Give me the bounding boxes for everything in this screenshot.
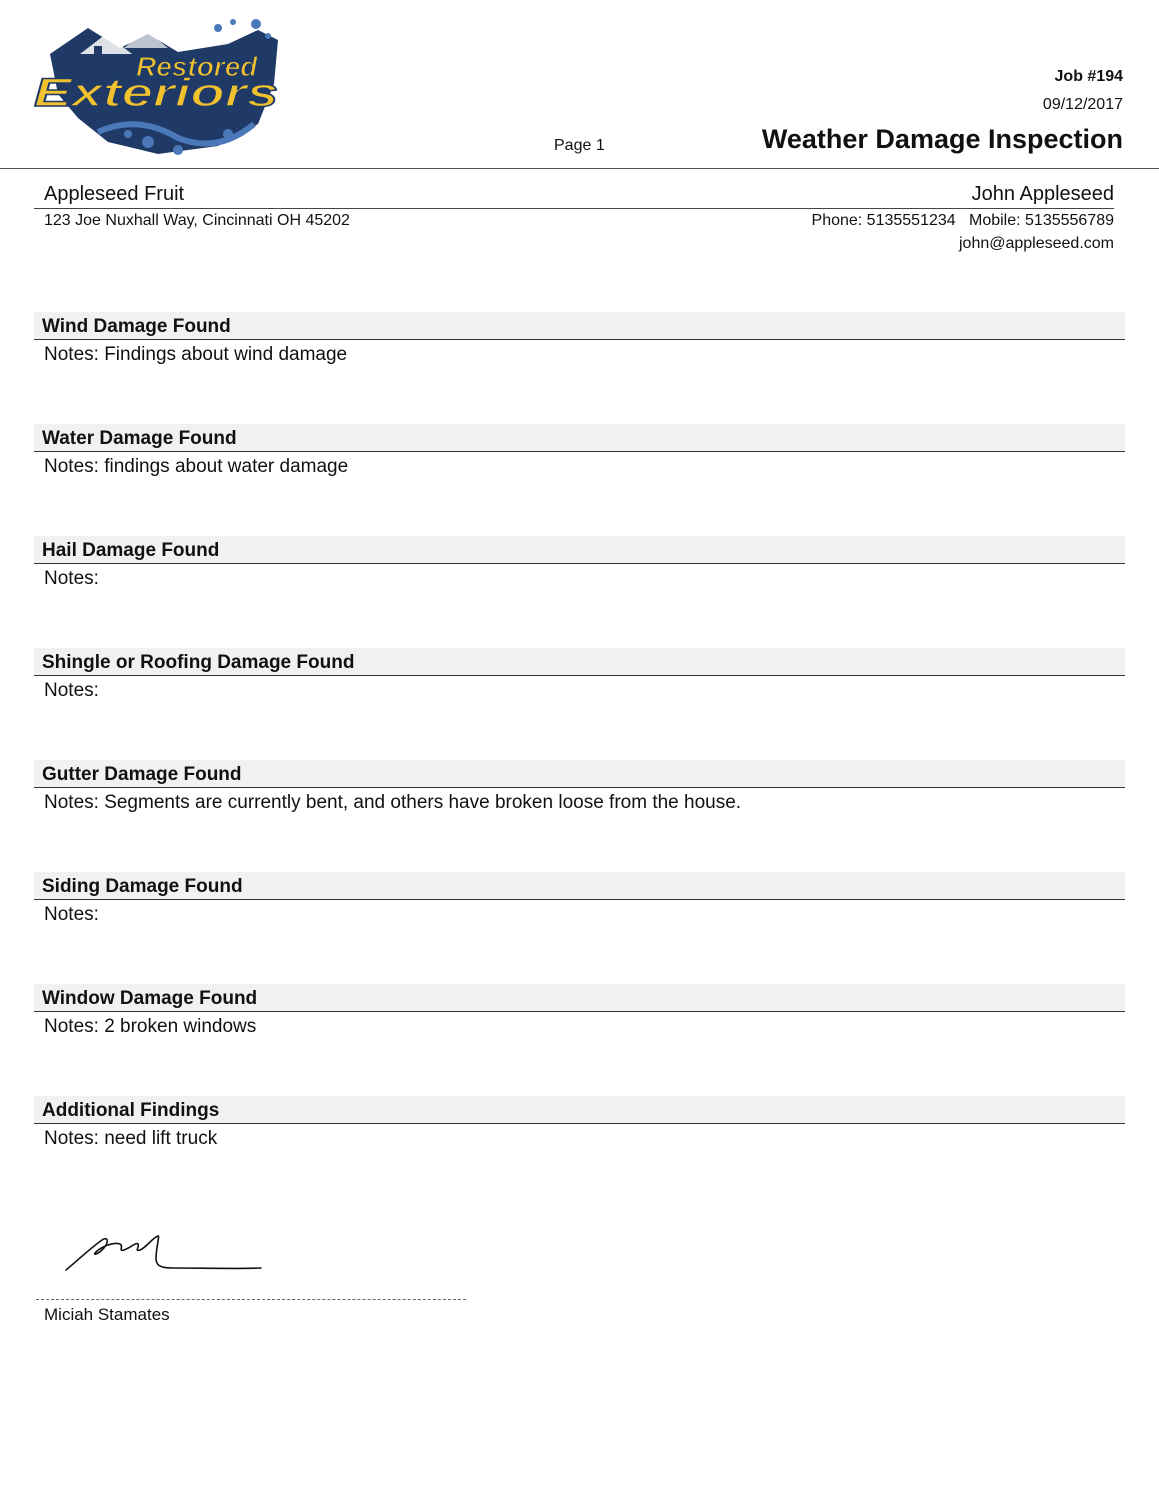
signer-name: Miciah Stamates — [44, 1305, 170, 1324]
page-number: Page 1 — [554, 137, 605, 154]
handwritten-signature — [62, 1228, 267, 1276]
customer-address: 123 Joe Nuxhall Way, Cincinnati OH 45202 — [44, 212, 350, 229]
section-heading: Shingle or Roofing Damage Found — [34, 648, 1125, 676]
section-notes: Notes: Findings about wind damage — [44, 344, 348, 365]
section-notes: Notes: — [44, 568, 99, 589]
section-additional-findings — [34, 1096, 1125, 1208]
section-water-damage — [34, 424, 1125, 536]
section-hail-damage — [34, 536, 1125, 648]
section-notes: Notes: — [44, 904, 99, 925]
restored-exteriors-logo — [28, 14, 290, 160]
page-title: Weather Damage Inspection — [761, 124, 1123, 154]
section-heading: Window Damage Found — [34, 984, 1125, 1012]
section-heading: Hail Damage Found — [34, 536, 1125, 564]
section-notes: Notes: 2 broken windows — [44, 1016, 257, 1037]
contact-name: John Appleseed — [971, 183, 1114, 205]
logo-line1: Restored — [136, 51, 258, 82]
section-roofing-damage — [34, 648, 1125, 760]
section-notes: Notes: findings about water damage — [44, 456, 349, 477]
section-notes: Notes: Segments are currently bent, and others have broken loose from the house. — [44, 792, 742, 813]
section-notes: Notes: — [44, 680, 99, 701]
section-heading: Siding Damage Found — [34, 872, 1125, 900]
job-number: Job #194 — [1054, 68, 1123, 85]
signature-line — [36, 1299, 466, 1300]
logo-line2: Exteriors — [34, 71, 278, 115]
contact-phones: Phone: 5135551234 Mobile: 5135556789 — [811, 212, 1114, 229]
customer-name: Appleseed Fruit — [44, 183, 185, 205]
section-heading: Gutter Damage Found — [34, 760, 1125, 788]
section-gutter-damage — [34, 760, 1125, 872]
section-heading: Wind Damage Found — [34, 312, 1125, 340]
customer-divider — [34, 208, 1114, 209]
report-date: 09/12/2017 — [1042, 96, 1123, 113]
section-wind-damage — [34, 312, 1125, 424]
section-window-damage — [34, 984, 1125, 1096]
section-notes: Notes: need lift truck — [44, 1128, 218, 1149]
section-heading: Water Damage Found — [34, 424, 1125, 452]
contact-email: john@appleseed.com — [958, 235, 1114, 252]
section-siding-damage — [34, 872, 1125, 984]
section-heading: Additional Findings — [34, 1096, 1125, 1124]
header-divider — [0, 168, 1159, 169]
